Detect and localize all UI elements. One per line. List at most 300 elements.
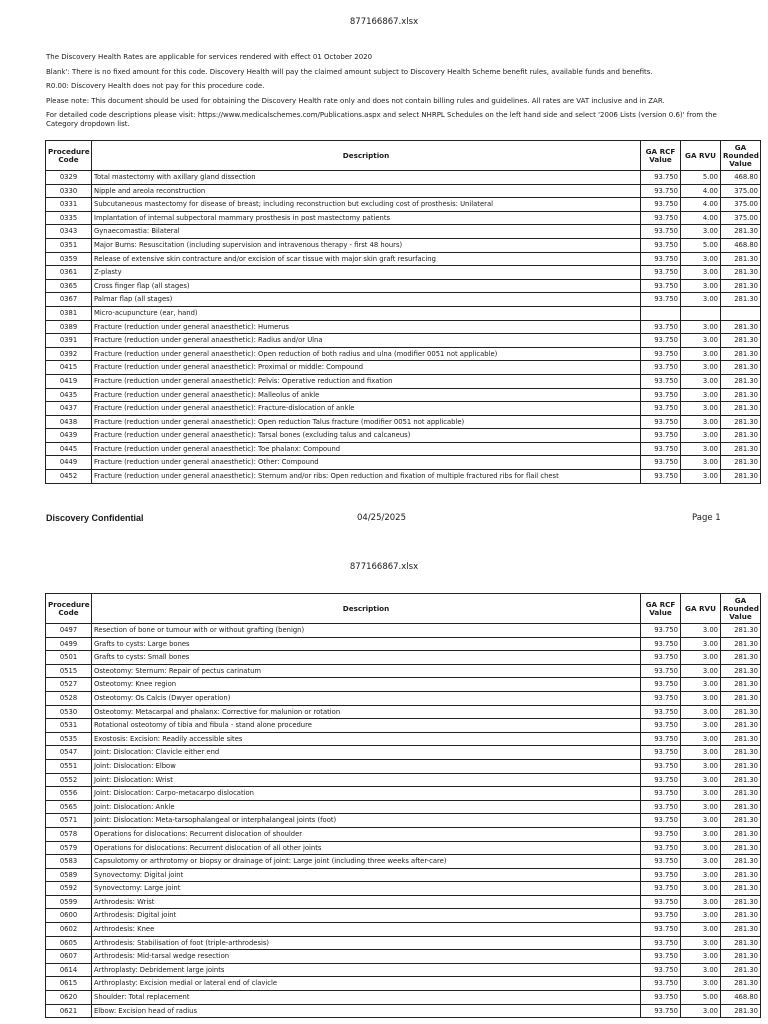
table-row <box>46 320 761 334</box>
table-body <box>46 171 761 484</box>
ga-rvu-cell: 3.00 <box>681 678 721 692</box>
ga-rcf-value-cell: 93.750 <box>641 678 681 692</box>
procedure-code-cell: 0367 <box>46 293 92 307</box>
ga-rcf-value-cell: 93.750 <box>641 705 681 719</box>
ga-rounded-value-cell: 281.30 <box>721 293 761 307</box>
header-ga-rounded-value: GA Rounded Value <box>721 594 761 624</box>
ga-rounded-value-cell: 281.30 <box>721 456 761 470</box>
table-row <box>46 841 761 855</box>
ga-rcf-value-cell: 93.750 <box>641 759 681 773</box>
ga-rvu-cell: 3.00 <box>681 442 721 456</box>
description-cell: Fracture (reduction under general anaesthetic): Malleolus of ankle <box>92 388 641 402</box>
description-cell: Elbow: Excision head of radius <box>92 1004 641 1018</box>
ga-rounded-value-cell: 281.30 <box>721 909 761 923</box>
ga-rcf-value-cell <box>641 306 681 320</box>
description-cell: Synovectomy: Large joint <box>92 882 641 896</box>
table-row <box>46 895 761 909</box>
procedure-code-cell: 0389 <box>46 320 92 334</box>
description-cell: Exostosis: Excision: Readily accessible sites <box>92 732 641 746</box>
ga-rounded-value-cell: 281.30 <box>721 868 761 882</box>
ga-rcf-value-cell: 93.750 <box>641 909 681 923</box>
table-row <box>46 651 761 665</box>
ga-rcf-value-cell: 93.750 <box>641 977 681 991</box>
ga-rounded-value-cell: 281.30 <box>721 963 761 977</box>
ga-rcf-value-cell: 93.750 <box>641 732 681 746</box>
ga-rcf-value-cell: 93.750 <box>641 470 681 484</box>
header-ga-rvu: GA RVU <box>681 594 721 624</box>
ga-rounded-value-cell: 281.30 <box>721 691 761 705</box>
description-cell: Joint: Dislocation: Meta-tarsophalangeal or interphalangeal joints (foot) <box>92 814 641 828</box>
table-row <box>46 800 761 814</box>
table-row <box>46 814 761 828</box>
ga-rcf-value-cell: 93.750 <box>641 293 681 307</box>
ga-rcf-value-cell: 93.750 <box>641 320 681 334</box>
ga-rvu-cell: 3.00 <box>681 800 721 814</box>
table-row <box>46 442 761 456</box>
description-cell: Z-plasty <box>92 266 641 280</box>
procedure-code-cell: 0501 <box>46 651 92 665</box>
table-row <box>46 279 761 293</box>
description-cell: Arthroplasty: Excision medial or lateral end of clavicle <box>92 977 641 991</box>
ga-rounded-value-cell: 281.30 <box>721 950 761 964</box>
ga-rvu-cell: 3.00 <box>681 320 721 334</box>
ga-rounded-value-cell: 281.30 <box>721 1004 761 1018</box>
ga-rcf-value-cell: 93.750 <box>641 429 681 443</box>
description-cell: Arthrodesis: Stabilisation of foot (triple-arthrodesis) <box>92 936 641 950</box>
table-row <box>46 198 761 212</box>
procedure-code-cell: 0329 <box>46 171 92 185</box>
ga-rvu-cell: 3.00 <box>681 347 721 361</box>
table-row <box>46 252 761 266</box>
table-row <box>46 868 761 882</box>
ga-rvu-cell: 3.00 <box>681 950 721 964</box>
table-row <box>46 211 761 225</box>
procedure-code-cell: 0438 <box>46 415 92 429</box>
ga-rvu-cell: 3.00 <box>681 759 721 773</box>
procedure-code-cell: 0579 <box>46 841 92 855</box>
ga-rvu-cell: 3.00 <box>681 882 721 896</box>
ga-rvu-cell: 3.00 <box>681 909 721 923</box>
procedure-code-cell: 0571 <box>46 814 92 828</box>
table-row <box>46 374 761 388</box>
description-cell: Cross finger flap (all stages) <box>92 279 641 293</box>
ga-rcf-value-cell: 93.750 <box>641 691 681 705</box>
table-row <box>46 963 761 977</box>
confidential-label: Discovery Confidential <box>46 513 144 523</box>
ga-rounded-value-cell: 281.30 <box>721 415 761 429</box>
procedure-code-cell: 0419 <box>46 374 92 388</box>
ga-rounded-value-cell: 281.30 <box>721 719 761 733</box>
procedure-code-cell: 0497 <box>46 624 92 638</box>
description-cell: Arthroplasty: Debridement large joints <box>92 963 641 977</box>
ga-rcf-value-cell: 93.750 <box>641 347 681 361</box>
procedure-code-cell: 0330 <box>46 184 92 198</box>
table-row <box>46 719 761 733</box>
ga-rvu-cell: 3.00 <box>681 773 721 787</box>
table-row <box>46 882 761 896</box>
ga-rvu-cell: 5.00 <box>681 238 721 252</box>
ga-rounded-value-cell: 468.80 <box>721 171 761 185</box>
procedure-code-cell: 0583 <box>46 855 92 869</box>
ga-rcf-value-cell: 93.750 <box>641 841 681 855</box>
ga-rcf-value-cell: 93.750 <box>641 827 681 841</box>
ga-rcf-value-cell: 93.750 <box>641 923 681 937</box>
procedure-code-cell: 0381 <box>46 306 92 320</box>
ga-rvu-cell: 4.00 <box>681 198 721 212</box>
ga-rvu-cell: 3.00 <box>681 923 721 937</box>
table-row <box>46 909 761 923</box>
ga-rcf-value-cell: 93.750 <box>641 266 681 280</box>
ga-rounded-value-cell: 281.30 <box>721 936 761 950</box>
procedure-code-cell: 0530 <box>46 705 92 719</box>
description-cell: Arthrodesis: Wrist <box>92 895 641 909</box>
ga-rounded-value-cell: 281.30 <box>721 923 761 937</box>
ga-rounded-value-cell: 468.80 <box>721 238 761 252</box>
table-row <box>46 624 761 638</box>
ga-rounded-value-cell: 281.30 <box>721 895 761 909</box>
procedure-code-cell: 0592 <box>46 882 92 896</box>
ga-rvu-cell: 3.00 <box>681 841 721 855</box>
description-cell: Fracture (reduction under general anaesthetic): Tarsal bones (excluding talus and calcaneus) <box>92 429 641 443</box>
ga-rounded-value-cell: 281.30 <box>721 651 761 665</box>
description-cell: Osteotomy: Sternum: Repair of pectus carinatum <box>92 664 641 678</box>
procedure-code-cell: 0365 <box>46 279 92 293</box>
table-row <box>46 415 761 429</box>
procedure-code-cell: 0551 <box>46 759 92 773</box>
procedure-code-cell: 0391 <box>46 334 92 348</box>
procedure-code-cell: 0552 <box>46 773 92 787</box>
ga-rcf-value-cell: 93.750 <box>641 361 681 375</box>
table-row <box>46 787 761 801</box>
table-row <box>46 664 761 678</box>
ga-rcf-value-cell: 93.750 <box>641 1004 681 1018</box>
ga-rounded-value-cell: 375.00 <box>721 198 761 212</box>
procedure-code-cell: 0351 <box>46 238 92 252</box>
ga-rounded-value-cell: 281.30 <box>721 429 761 443</box>
description-cell: Fracture (reduction under general anaesthetic): Fracture-dislocation of ankle <box>92 402 641 416</box>
ga-rcf-value-cell: 93.750 <box>641 868 681 882</box>
description-cell: Osteotomy: Metacarpal and phalanx: Corrective for malunion or rotation <box>92 705 641 719</box>
description-cell: Micro-acupuncture (ear, hand) <box>92 306 641 320</box>
header-description: Description <box>92 594 641 624</box>
table-row <box>46 470 761 484</box>
table-row <box>46 293 761 307</box>
ga-rounded-value-cell: 281.30 <box>721 678 761 692</box>
table-row <box>46 950 761 964</box>
ga-rcf-value-cell: 93.750 <box>641 773 681 787</box>
header-procedure-code: Procedure Code <box>46 141 92 171</box>
procedure-code-cell: 0415 <box>46 361 92 375</box>
table-row <box>46 361 761 375</box>
table-row <box>46 334 761 348</box>
ga-rcf-value-cell: 93.750 <box>641 855 681 869</box>
procedure-code-cell: 0439 <box>46 429 92 443</box>
procedure-code-cell: 0392 <box>46 347 92 361</box>
ga-rcf-value-cell: 93.750 <box>641 415 681 429</box>
ga-rounded-value-cell: 281.30 <box>721 374 761 388</box>
procedure-code-cell: 0515 <box>46 664 92 678</box>
procedure-code-cell: 0331 <box>46 198 92 212</box>
description-cell: Subcutaneous mastectomy for disease of breast; including reconstruction but excluding cost of prosthesis: Unilateral <box>92 198 641 212</box>
ga-rcf-value-cell: 93.750 <box>641 225 681 239</box>
ga-rounded-value-cell: 281.30 <box>721 977 761 991</box>
rates-table-page-1 <box>45 140 761 484</box>
description-cell: Joint: Dislocation: Elbow <box>92 759 641 773</box>
procedure-code-cell: 0589 <box>46 868 92 882</box>
ga-rounded-value-cell: 281.30 <box>721 746 761 760</box>
table-row <box>46 1004 761 1018</box>
ga-rvu-cell: 3.00 <box>681 456 721 470</box>
description-cell: Major Burns: Resuscitation (including supervision and intravenous therapy - first 48 hours) <box>92 238 641 252</box>
table-row <box>46 402 761 416</box>
ga-rounded-value-cell: 375.00 <box>721 211 761 225</box>
ga-rvu-cell: 3.00 <box>681 361 721 375</box>
description-cell: Implantation of internal subpectoral mammary prosthesis in post mastectomy patients <box>92 211 641 225</box>
description-cell: Osteotomy: Knee region <box>92 678 641 692</box>
procedure-code-cell: 0445 <box>46 442 92 456</box>
table-row <box>46 746 761 760</box>
header-procedure-code: Procedure Code <box>46 594 92 624</box>
ga-rvu-cell: 3.00 <box>681 252 721 266</box>
procedure-code-cell: 0602 <box>46 923 92 937</box>
ga-rcf-value-cell: 93.750 <box>641 787 681 801</box>
procedure-code-cell: 0359 <box>46 252 92 266</box>
procedure-code-cell: 0600 <box>46 909 92 923</box>
ga-rounded-value-cell: 281.30 <box>721 814 761 828</box>
procedure-code-cell: 0565 <box>46 800 92 814</box>
description-cell: Joint: Dislocation: Carpo-metacarpo dislocation <box>92 787 641 801</box>
ga-rounded-value-cell: 281.30 <box>721 800 761 814</box>
ga-rvu-cell: 3.00 <box>681 705 721 719</box>
table-row <box>46 855 761 869</box>
ga-rvu-cell: 3.00 <box>681 279 721 293</box>
procedure-code-cell: 0527 <box>46 678 92 692</box>
procedure-code-cell: 0499 <box>46 637 92 651</box>
ga-rounded-value-cell: 281.30 <box>721 388 761 402</box>
description-cell: Capsulotomy or arthrotomy or biopsy or drainage of joint: Large joint (including three weeks after-care) <box>92 855 641 869</box>
ga-rounded-value-cell: 281.30 <box>721 347 761 361</box>
code-descriptions-note: For detailed code descriptions please visit: https://www.medicalschemes.com/Publications.aspx and select NHRPL Schedules on the left hand side and select '2006 Lists (version 0.6)' from the Category dropdown list. <box>46 111 717 129</box>
ga-rcf-value-cell: 93.750 <box>641 334 681 348</box>
description-cell: Joint: Dislocation: Wrist <box>92 773 641 787</box>
description-cell: Grafts to cysts: Large bones <box>92 637 641 651</box>
ga-rvu-cell: 3.00 <box>681 691 721 705</box>
ga-rounded-value-cell: 281.30 <box>721 841 761 855</box>
rate-notes <box>46 53 726 135</box>
description-cell: Arthrodesis: Digital joint <box>92 909 641 923</box>
description-cell: Operations for dislocations: Recurrent dislocation of all other joints <box>92 841 641 855</box>
ga-rvu-cell: 3.00 <box>681 225 721 239</box>
procedure-code-cell: 0437 <box>46 402 92 416</box>
ga-rcf-value-cell: 93.750 <box>641 746 681 760</box>
ga-rcf-value-cell: 93.750 <box>641 171 681 185</box>
ga-rounded-value-cell: 281.30 <box>721 882 761 896</box>
procedure-code-cell: 0578 <box>46 827 92 841</box>
disclaimer-note: Please note: This document should be used for obtaining the Discovery Health rate only and does not contain billing rules and guidelines. All rates are VAT inclusive and in ZAR. <box>46 96 665 105</box>
ga-rvu-cell: 3.00 <box>681 868 721 882</box>
blank-code-note: Blank': There is no fixed amount for this code. Discovery Health will pay the claimed amount subject to Discovery Health Scheme benefit rules, available funds and benefits. <box>46 67 653 76</box>
description-cell: Total mastectomy with axillary gland dissection <box>92 171 641 185</box>
ga-rvu-cell: 3.00 <box>681 624 721 638</box>
ga-rounded-value-cell: 281.30 <box>721 334 761 348</box>
table-row <box>46 225 761 239</box>
table-row <box>46 388 761 402</box>
description-cell: Resection of bone or tumour with or without grafting (benign) <box>92 624 641 638</box>
ga-rcf-value-cell: 93.750 <box>641 238 681 252</box>
ga-rvu-cell: 3.00 <box>681 936 721 950</box>
ga-rounded-value-cell: 281.30 <box>721 320 761 334</box>
ga-rcf-value-cell: 93.750 <box>641 198 681 212</box>
table-row <box>46 827 761 841</box>
table-row <box>46 936 761 950</box>
header-description: Description <box>92 141 641 171</box>
ga-rvu-cell: 3.00 <box>681 787 721 801</box>
description-cell: Fracture (reduction under general anaesthetic): Humerus <box>92 320 641 334</box>
ga-rvu-cell <box>681 306 721 320</box>
ga-rounded-value-cell: 281.30 <box>721 402 761 416</box>
document-filename: 877166867.xlsx <box>349 17 419 27</box>
table-row <box>46 347 761 361</box>
description-cell: Arthrodesis: Mid-tarsal wedge resection <box>92 950 641 964</box>
ga-rounded-value-cell: 281.30 <box>721 855 761 869</box>
ga-rvu-cell: 3.00 <box>681 814 721 828</box>
ga-rcf-value-cell: 93.750 <box>641 800 681 814</box>
description-cell: Arthrodesis: Knee <box>92 923 641 937</box>
ga-rvu-cell: 3.00 <box>681 746 721 760</box>
ga-rounded-value-cell: 281.30 <box>721 442 761 456</box>
procedure-code-cell: 0361 <box>46 266 92 280</box>
header-ga-rcf-value: GA RCF Value <box>641 141 681 171</box>
ga-rounded-value-cell: 281.30 <box>721 637 761 651</box>
header-ga-rounded-value: GA Rounded Value <box>721 141 761 171</box>
description-cell: Palmar flap (all stages) <box>92 293 641 307</box>
ga-rvu-cell: 4.00 <box>681 211 721 225</box>
procedure-code-cell: 0531 <box>46 719 92 733</box>
description-cell: Fracture (reduction under general anaesthetic): Other: Compound <box>92 456 641 470</box>
procedure-code-cell: 0535 <box>46 732 92 746</box>
ga-rounded-value-cell: 281.30 <box>721 827 761 841</box>
ga-rcf-value-cell: 93.750 <box>641 624 681 638</box>
ga-rcf-value-cell: 93.750 <box>641 252 681 266</box>
description-cell: Fracture (reduction under general anaesthetic): Pelvis: Operative reduction and fixation <box>92 374 641 388</box>
description-cell: Joint: Dislocation: Ankle <box>92 800 641 814</box>
table-row <box>46 773 761 787</box>
ga-rounded-value-cell: 468.80 <box>721 991 761 1005</box>
ga-rounded-value-cell <box>721 306 761 320</box>
ga-rvu-cell: 4.00 <box>681 184 721 198</box>
ga-rcf-value-cell: 93.750 <box>641 637 681 651</box>
page-number: Page 1 <box>692 513 721 523</box>
procedure-code-cell: 0620 <box>46 991 92 1005</box>
ga-rvu-cell: 3.00 <box>681 1004 721 1018</box>
ga-rounded-value-cell: 281.30 <box>721 252 761 266</box>
table-row <box>46 678 761 692</box>
print-date: 04/25/2025 <box>357 513 406 523</box>
description-cell: Operations for dislocations: Recurrent dislocation of shoulder <box>92 827 641 841</box>
ga-rvu-cell: 3.00 <box>681 334 721 348</box>
ga-rvu-cell: 3.00 <box>681 374 721 388</box>
description-cell: Fracture (reduction under general anaesthetic): Open reduction of both radius and ulna (modifier 0051 not applicable) <box>92 347 641 361</box>
description-cell: Fracture (reduction under general anaesthetic): Proximal or middle: Compound <box>92 361 641 375</box>
ga-rcf-value-cell: 93.750 <box>641 279 681 293</box>
procedure-code-cell: 0607 <box>46 950 92 964</box>
ga-rvu-cell: 3.00 <box>681 719 721 733</box>
table-row <box>46 306 761 320</box>
effective-date-note: The Discovery Health Rates are applicable for services rendered with effect 01 October 2020 <box>46 53 373 61</box>
table-row <box>46 184 761 198</box>
procedure-code-cell: 0449 <box>46 456 92 470</box>
description-cell: Release of extensive skin contracture and/or excision of scar tissue with major skin graft resurfacing <box>92 252 641 266</box>
ga-rounded-value-cell: 281.30 <box>721 773 761 787</box>
ga-rvu-cell: 3.00 <box>681 895 721 909</box>
description-cell: Synovectomy: Digital joint <box>92 868 641 882</box>
table-header-row <box>46 141 761 171</box>
procedure-code-cell: 0599 <box>46 895 92 909</box>
zero-rate-note: R0.00: Discovery Health does not pay for this procedure code. <box>46 82 265 91</box>
table-row <box>46 429 761 443</box>
ga-rcf-value-cell: 93.750 <box>641 814 681 828</box>
ga-rvu-cell: 3.00 <box>681 637 721 651</box>
procedure-code-cell: 0435 <box>46 388 92 402</box>
table-row <box>46 705 761 719</box>
description-cell: Nipple and areola reconstruction <box>92 184 641 198</box>
ga-rvu-cell: 3.00 <box>681 415 721 429</box>
description-cell: Gynaecomastia: Bilateral <box>92 225 641 239</box>
procedure-code-cell: 0343 <box>46 225 92 239</box>
procedure-code-cell: 0605 <box>46 936 92 950</box>
document-filename-page-2: 877166867.xlsx <box>349 562 419 572</box>
ga-rcf-value-cell: 93.750 <box>641 719 681 733</box>
ga-rounded-value-cell: 281.30 <box>721 266 761 280</box>
table-row <box>46 923 761 937</box>
table-row <box>46 732 761 746</box>
ga-rvu-cell: 3.00 <box>681 402 721 416</box>
ga-rcf-value-cell: 93.750 <box>641 936 681 950</box>
ga-rvu-cell: 5.00 <box>681 171 721 185</box>
ga-rvu-cell: 5.00 <box>681 991 721 1005</box>
description-cell: Joint: Dislocation: Clavicle either end <box>92 746 641 760</box>
procedure-code-cell: 0621 <box>46 1004 92 1018</box>
table-row <box>46 977 761 991</box>
ga-rvu-cell: 3.00 <box>681 470 721 484</box>
rates-table-page-2 <box>45 593 761 1018</box>
table-header-row <box>46 594 761 624</box>
ga-rcf-value-cell: 93.750 <box>641 388 681 402</box>
header-ga-rcf-value: GA RCF Value <box>641 594 681 624</box>
ga-rcf-value-cell: 93.750 <box>641 651 681 665</box>
ga-rcf-value-cell: 93.750 <box>641 184 681 198</box>
ga-rounded-value-cell: 281.30 <box>721 759 761 773</box>
description-cell: Fracture (reduction under general anaesthetic): Toe phalanx: Compound <box>92 442 641 456</box>
ga-rounded-value-cell: 281.30 <box>721 279 761 293</box>
ga-rounded-value-cell: 281.30 <box>721 664 761 678</box>
ga-rcf-value-cell: 93.750 <box>641 963 681 977</box>
ga-rcf-value-cell: 93.750 <box>641 456 681 470</box>
ga-rvu-cell: 3.00 <box>681 293 721 307</box>
procedure-code-cell: 0528 <box>46 691 92 705</box>
procedure-code-cell: 0615 <box>46 977 92 991</box>
ga-rounded-value-cell: 281.30 <box>721 732 761 746</box>
description-cell: Fracture (reduction under general anaesthetic): Open reduction Talus fracture (modifier 0051 not applicable) <box>92 415 641 429</box>
procedure-code-cell: 0335 <box>46 211 92 225</box>
ga-rcf-value-cell: 93.750 <box>641 402 681 416</box>
description-cell: Shoulder: Total replacement <box>92 991 641 1005</box>
ga-rcf-value-cell: 93.750 <box>641 950 681 964</box>
table-row <box>46 637 761 651</box>
description-cell: Osteotomy: Os Calcis (Dwyer operation) <box>92 691 641 705</box>
ga-rvu-cell: 3.00 <box>681 388 721 402</box>
table-body <box>46 624 761 1018</box>
